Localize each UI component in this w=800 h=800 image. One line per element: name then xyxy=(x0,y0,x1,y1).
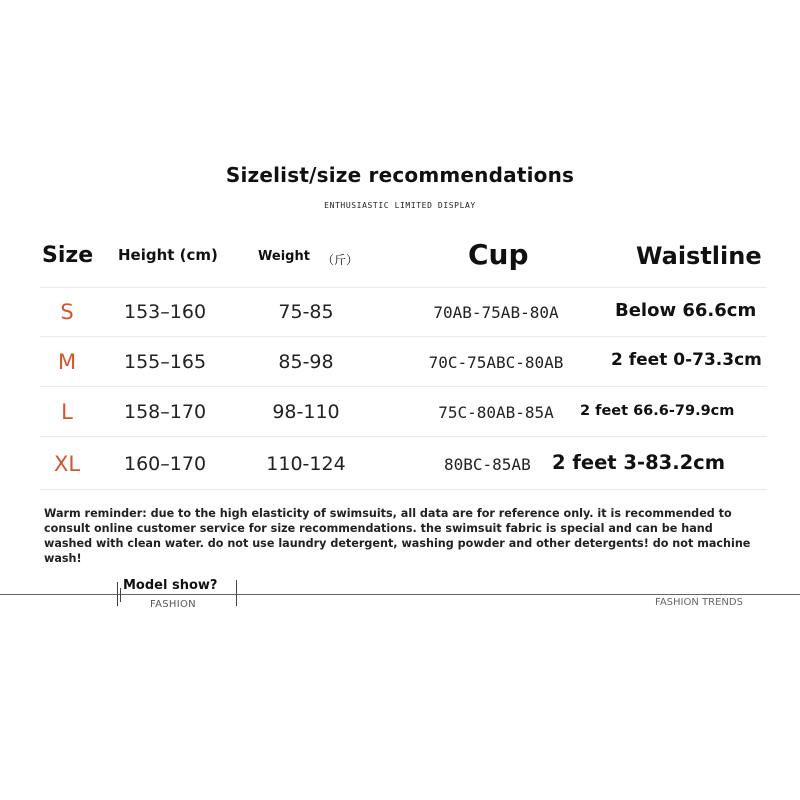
cup-cell: 70C-75ABC-80AB xyxy=(428,353,564,372)
cup-cell: 75C-80AB-85A xyxy=(438,403,554,422)
table-divider xyxy=(40,436,767,437)
table-row xyxy=(0,299,800,349)
waist-cell: Below 66.6cm xyxy=(615,300,757,321)
bracket-tick-right xyxy=(236,580,237,606)
height-cell: 153–160 xyxy=(124,301,207,323)
column-header-weight: Weight xyxy=(258,249,310,264)
waist-cell: 2 feet 0-73.3cm xyxy=(611,350,762,370)
page-subtitle: ENTHUSIASTIC LIMITED DISPLAY xyxy=(324,201,476,210)
model-show-subtitle: FASHION xyxy=(150,599,196,610)
fashion-trends-label: FASHION TRENDS xyxy=(655,597,743,608)
table-row xyxy=(0,399,800,449)
cup-cell: 70AB-75AB-80A xyxy=(433,303,559,322)
size-cell: XL xyxy=(53,452,81,476)
column-header-cup: Cup xyxy=(468,238,529,271)
waist-cell: 2 feet 3-83.2cm xyxy=(552,451,726,474)
page-title: Sizelist/size recommendations xyxy=(225,163,575,187)
model-show-title: Model show? xyxy=(123,578,218,593)
weight-cell: 75-85 xyxy=(278,301,334,323)
waist-cell: 2 feet 66.6-79.9cm xyxy=(580,403,735,419)
table-row xyxy=(0,451,800,501)
weight-cell: 85-98 xyxy=(278,351,334,373)
bracket-tick-left xyxy=(117,582,118,606)
column-header-weight-unit: （斤） xyxy=(322,253,359,267)
height-cell: 155–165 xyxy=(124,351,207,373)
table-row xyxy=(0,349,800,399)
column-header-waistline: Waistline xyxy=(636,242,762,270)
table-divider xyxy=(40,489,767,490)
column-header-height: Height (cm) xyxy=(118,246,218,264)
cup-cell: 80BC-85AB xyxy=(444,455,531,474)
warm-reminder-note: Warm reminder: due to the high elasticity of swimsuits, all data are for reference only. it is recommended to consult online customer service for size recommendations. the swimsuit fabric is special and can be hand washed with clean water. do not use laundry detergent, washing powder and other detergents! do not machine wash! xyxy=(44,507,751,565)
bracket-tick-left-inner xyxy=(120,588,121,602)
size-cell: M xyxy=(57,350,77,374)
height-cell: 158–170 xyxy=(124,401,207,423)
height-cell: 160–170 xyxy=(124,453,207,475)
size-cell: S xyxy=(60,300,74,324)
table-divider xyxy=(40,386,767,387)
weight-cell: 110-124 xyxy=(266,453,346,475)
table-divider xyxy=(40,336,767,337)
weight-cell: 98-110 xyxy=(272,401,340,423)
size-cell: L xyxy=(61,400,73,424)
column-header-size: Size xyxy=(42,243,94,268)
table-divider xyxy=(40,287,767,288)
